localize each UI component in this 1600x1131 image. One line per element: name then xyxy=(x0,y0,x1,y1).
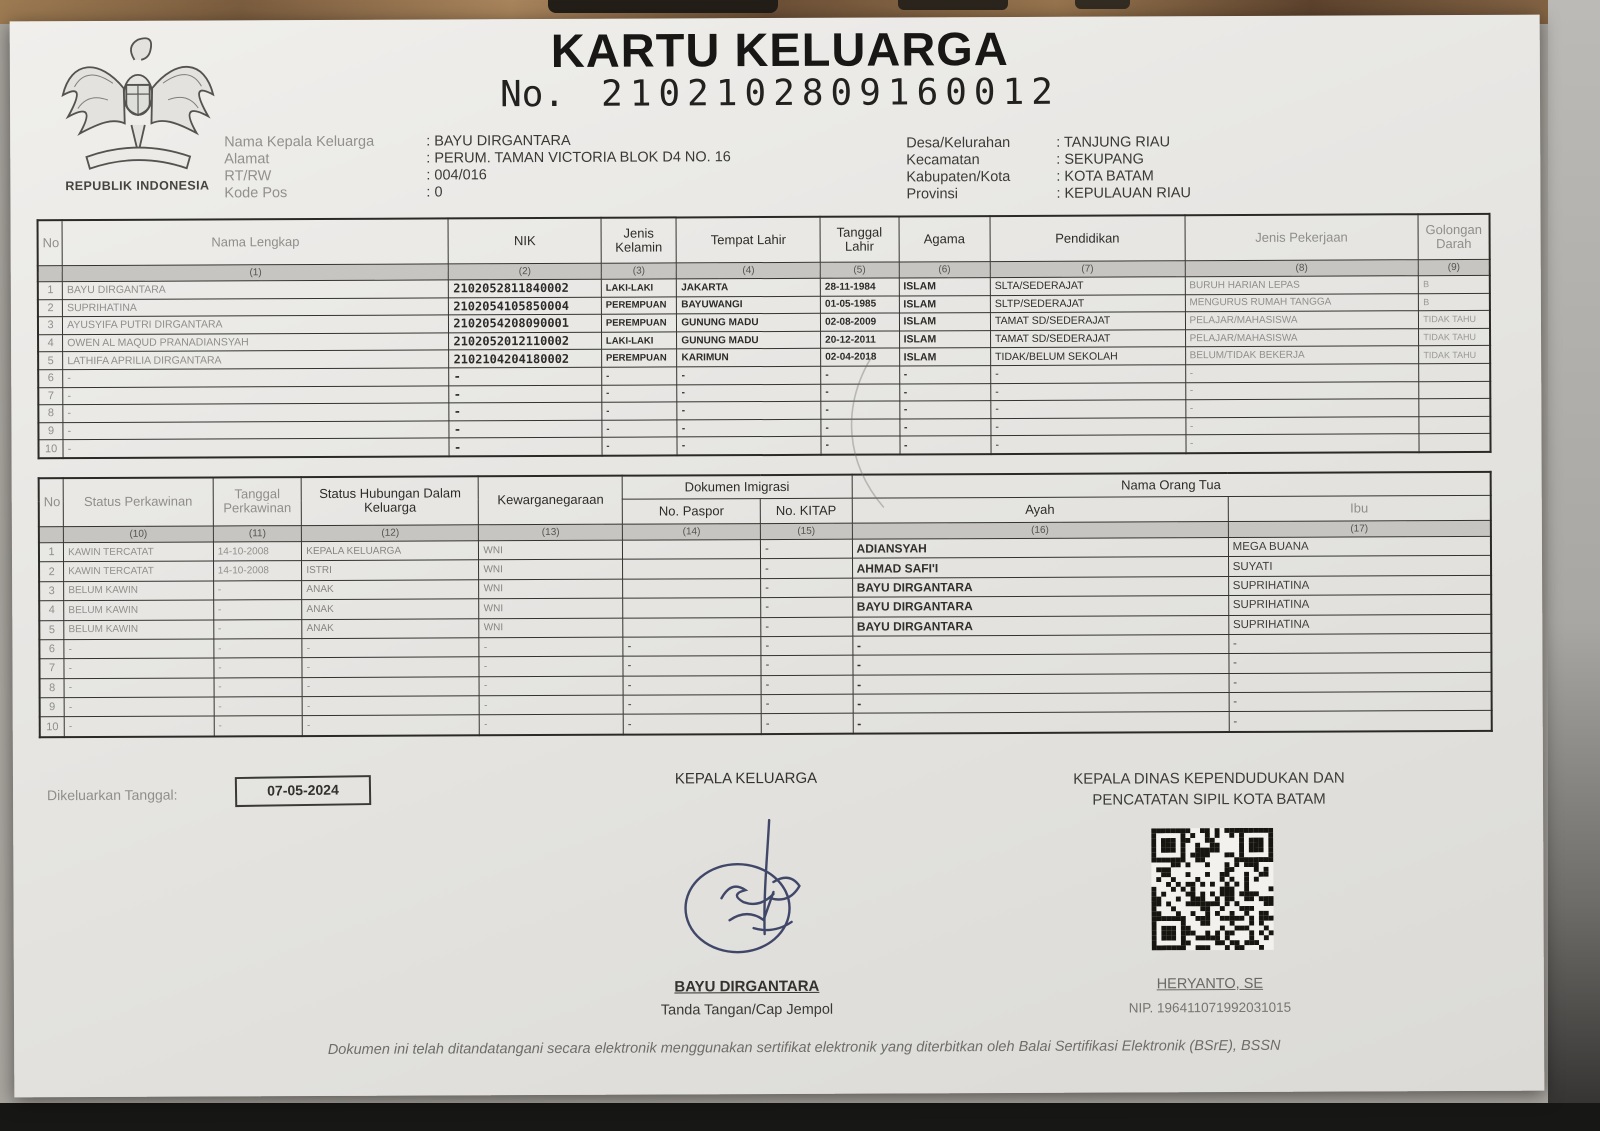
col-tanggal-lahir: Tanggal Lahir xyxy=(820,216,899,262)
table-cell: 3 xyxy=(39,581,64,600)
table-cell xyxy=(1419,363,1490,381)
table-cell: PEREMPUAN xyxy=(601,297,677,315)
issued-date-box: 07-05-2024 xyxy=(235,775,371,807)
table-cell: - xyxy=(64,716,214,737)
table-cell: - xyxy=(761,559,853,579)
table-cell: 2102104204180002 xyxy=(449,350,602,368)
table-cell: PEREMPUAN xyxy=(601,314,677,332)
garuda-emblem-icon xyxy=(54,34,223,177)
table-cell: KAWIN TERCATAT xyxy=(64,561,214,581)
table-cell: SUPRIHATINA xyxy=(1228,594,1491,615)
table-cell: - xyxy=(64,658,214,678)
table-cell: - xyxy=(761,636,853,656)
table-cell: BAYU DIRGANTARA xyxy=(852,615,1228,636)
col-number: (5) xyxy=(820,262,898,278)
table-cell: 2102052811840002 xyxy=(449,279,602,297)
field-value: : KOTA BATAM xyxy=(1056,168,1154,185)
col-number: (2) xyxy=(449,263,602,280)
table-cell: BELUM KAWIN xyxy=(64,600,214,620)
table-cell: - xyxy=(1185,416,1419,435)
table-cell: 02-04-2018 xyxy=(821,348,899,366)
table-cell xyxy=(1419,399,1490,417)
col-status-hubungan: Status Hubungan Dalam Keluarga xyxy=(301,476,478,525)
table-cell: 9 xyxy=(38,422,63,440)
table-cell: TIDAK TAHU xyxy=(1419,328,1490,346)
table-cell: - xyxy=(761,714,853,734)
col-number: (7) xyxy=(990,261,1185,278)
table-cell: - xyxy=(821,419,899,437)
col-number: (17) xyxy=(1228,520,1491,537)
table-cell: SUPRIHATINA xyxy=(1228,614,1491,635)
table-cell: - xyxy=(63,385,449,404)
table-cell: - xyxy=(677,437,821,456)
table-cell: ADIANSYAH xyxy=(852,537,1228,558)
table-cell: MENGURUS RUMAH TANGGA xyxy=(1185,293,1419,312)
col-pendidikan: Pendidikan xyxy=(990,215,1185,261)
table-cell: - xyxy=(449,402,602,420)
table-cell: ISTRI xyxy=(302,560,479,580)
table-cell xyxy=(1419,434,1490,452)
table-cell: 8 xyxy=(40,678,65,697)
table-cell: - xyxy=(302,638,479,658)
table-cell: BURUH HARIAN LEPAS xyxy=(1185,276,1419,295)
col-no: No xyxy=(39,478,64,527)
table-cell: - xyxy=(1229,691,1492,712)
table-cell: - xyxy=(991,417,1186,435)
table-cell xyxy=(623,617,761,637)
table-cell: - xyxy=(761,694,853,714)
col-number: (16) xyxy=(852,521,1228,539)
table-cell: SLTP/SEDERAJAT xyxy=(990,294,1185,312)
table-cell: - xyxy=(821,401,899,419)
table-cell: - xyxy=(1228,633,1491,654)
table-cell: - xyxy=(761,617,853,637)
table-cell: MEGA BUANA xyxy=(1228,536,1491,557)
table-cell: 20-12-2011 xyxy=(821,331,899,349)
table-cell: 01-05-1985 xyxy=(820,296,898,314)
table-cell: - xyxy=(213,600,302,620)
emblem-caption: REPUBLIK INDONESIA xyxy=(65,178,210,194)
table-cell: BAYU DIRGANTARA xyxy=(62,280,448,299)
table-cell: - xyxy=(213,619,302,639)
photo-edge-shadow xyxy=(1548,0,1600,1131)
table-cell: - xyxy=(761,597,853,617)
table-cell: - xyxy=(602,402,678,420)
table-cell: - xyxy=(853,712,1229,734)
table-cell: 10 xyxy=(40,717,65,737)
field-label: Alamat xyxy=(224,151,270,168)
table-cell: ISLAM xyxy=(899,295,991,313)
family-members-table xyxy=(37,213,1492,459)
col-jenis-kelamin: Jenis Kelamin xyxy=(601,217,677,263)
table-cell: 3 xyxy=(38,317,63,335)
table-cell xyxy=(1419,381,1490,399)
table-cell: WNI xyxy=(479,618,623,638)
table-cell: - xyxy=(623,656,761,676)
table-cell: - xyxy=(623,636,761,656)
col-number: (15) xyxy=(760,523,852,539)
table-cell: - xyxy=(63,421,449,440)
table-cell: B xyxy=(1419,293,1490,311)
col-number: (12) xyxy=(302,525,479,542)
table-cell: SUPRIHATINA xyxy=(63,298,449,317)
col-number: (10) xyxy=(64,526,214,543)
col-golongan-darah: Golongan Darah xyxy=(1418,214,1489,260)
background-object xyxy=(898,0,1008,10)
table-cell: TIDAK TAHU xyxy=(1419,346,1490,364)
table-cell: ANAK xyxy=(302,618,479,638)
table-cell: - xyxy=(1185,364,1419,383)
table-cell: - xyxy=(63,403,449,422)
table-cell: - xyxy=(479,637,623,657)
table-cell: GUNUNG MADU xyxy=(677,313,821,331)
table-cell: - xyxy=(761,578,853,598)
col-nik: NIK xyxy=(448,218,601,264)
col-number: (8) xyxy=(1185,260,1419,277)
table-cell: 28-11-1984 xyxy=(820,278,898,296)
col-ayah: Ayah xyxy=(852,496,1228,523)
table-cell: - xyxy=(449,367,602,385)
col-ibu: Ibu xyxy=(1228,495,1491,521)
table-cell: - xyxy=(302,715,479,736)
table-cell: - xyxy=(63,438,449,458)
col-no: No xyxy=(38,220,63,266)
table-cell xyxy=(1419,416,1490,434)
table-cell: 7 xyxy=(39,659,64,678)
table-cell: - xyxy=(214,697,303,717)
region-info xyxy=(906,134,1191,203)
table-cell: - xyxy=(991,365,1186,383)
col-group-nama-orang-tua: Nama Orang Tua xyxy=(852,472,1491,498)
issued-date-label: Dikeluarkan Tanggal: xyxy=(47,786,178,804)
table-cell xyxy=(623,559,761,579)
table-cell: PEREMPUAN xyxy=(601,349,677,367)
table-cell: - xyxy=(449,385,602,403)
table-cell: - xyxy=(1185,399,1419,418)
table-cell: ISLAM xyxy=(899,348,991,366)
table-cell: LAKI-LAKI xyxy=(601,332,677,350)
col-no-paspor: No. Paspor xyxy=(622,499,760,525)
table-cell: - xyxy=(63,368,449,387)
table-cell: B xyxy=(1419,275,1490,293)
table-cell: - xyxy=(761,539,853,559)
table-cell: - xyxy=(302,696,479,716)
field-value: : KEPULAUAN RIAU xyxy=(1056,185,1192,202)
table-cell xyxy=(623,598,761,618)
table-cell: - xyxy=(853,693,1229,714)
table-cell: - xyxy=(302,657,479,677)
document-number-line xyxy=(340,71,1220,116)
table-cell: - xyxy=(852,634,1228,655)
col-tempat-lahir: Tempat Lahir xyxy=(676,217,820,263)
table-cell: - xyxy=(677,419,821,437)
table-cell: - xyxy=(852,654,1228,675)
table-cell: - xyxy=(1229,653,1492,674)
table-cell: 2102054105850004 xyxy=(449,297,602,315)
table-cell: BAYUWANGI xyxy=(677,296,821,314)
field-value: : 004/016 xyxy=(426,167,487,184)
table-cell: - xyxy=(761,655,853,675)
table-cell: - xyxy=(214,658,303,678)
table-cell: 10 xyxy=(38,440,63,458)
signer-left-caption: Tanda Tangan/Cap Jempol xyxy=(660,1001,834,1019)
kartu-keluarga-card xyxy=(10,15,1545,1098)
col-jenis-pekerjaan: Jenis Pekerjaan xyxy=(1185,214,1419,261)
signer-left-name: BAYU DIRGANTARA xyxy=(674,977,820,996)
col-number: (13) xyxy=(479,524,623,541)
table-cell: 2 xyxy=(38,299,63,317)
table-cell: 2102052012110002 xyxy=(449,332,602,350)
table-cell: - xyxy=(1185,381,1419,400)
disclaimer-text: Dokumen ini telah ditandatangani secara elektronik menggunakan sertifikat elektronik yang diterbitkan oleh Balai Sertifikasi Elektronik (BSrE), BSSN xyxy=(327,1037,1281,1058)
table-cell: KARIMUN xyxy=(677,349,821,367)
table-cell: - xyxy=(64,697,214,717)
table-cell: - xyxy=(302,676,479,696)
table-cell: - xyxy=(214,716,303,736)
table-cell: - xyxy=(602,437,678,455)
col-no-kitap: No. KITAP xyxy=(760,498,852,523)
background-object xyxy=(548,0,778,13)
table-cell: - xyxy=(213,580,302,600)
background-object xyxy=(1075,0,1130,9)
field-value: : SEKUPANG xyxy=(1056,151,1144,168)
table-cell: ISLAM xyxy=(899,330,991,348)
table-cell: ANAK xyxy=(302,580,479,600)
signer-right-title: KEPALA DINAS KEPENDUDUKAN DAN PENCATATAN SIPIL KOTA BATAM xyxy=(1073,769,1345,809)
title-block xyxy=(340,20,1220,116)
signer-right-name: HERYANTO, SE xyxy=(1156,975,1264,993)
table-cell: - xyxy=(449,438,602,457)
table-cell: AYUSYIFA PUTRI DIRGANTARA xyxy=(63,315,449,334)
table-cell: TIDAK/BELUM SEKOLAH xyxy=(991,347,1186,365)
card-header xyxy=(10,15,1541,203)
col-number: (9) xyxy=(1419,259,1490,275)
document-number: 2102102809160012 xyxy=(601,71,1060,115)
table-cell: 02-08-2009 xyxy=(821,313,899,331)
table-cell: - xyxy=(449,420,602,438)
col-number: (6) xyxy=(899,262,991,278)
table-cell: 5 xyxy=(39,620,64,639)
table-cell: AHMAD SAFI'I xyxy=(852,557,1228,578)
table-cell: ANAK xyxy=(302,599,479,619)
col-number: (3) xyxy=(601,263,677,279)
col-number: (1) xyxy=(62,264,448,282)
col-number: (11) xyxy=(213,526,302,542)
table-cell: - xyxy=(214,638,303,658)
table-cell: GUNUNG MADU xyxy=(677,331,821,349)
table-cell: - xyxy=(677,384,821,402)
table-cell xyxy=(623,578,761,598)
table-cell: 14-10-2008 xyxy=(213,542,302,562)
table-cell: SLTA/SEDERAJAT xyxy=(990,277,1185,295)
table-cell: - xyxy=(821,384,899,402)
table-cell: - xyxy=(1229,672,1492,693)
col-status-perkawinan: Status Perkawinan xyxy=(63,477,213,526)
table-cell: 9 xyxy=(40,698,65,717)
table-cell: 8 xyxy=(38,405,63,423)
table-cell: - xyxy=(623,714,761,734)
table-cell: WNI xyxy=(479,598,623,618)
col-group-dokumen-imigrasi: Dokumen Imigrasi xyxy=(622,475,852,500)
field-label: Kode Pos xyxy=(224,185,288,202)
table-cell: TAMAT SD/SEDERAJAT xyxy=(990,329,1185,347)
table-cell: - xyxy=(899,418,991,436)
table-cell: BELUM KAWIN xyxy=(64,619,214,639)
marital-parents-table xyxy=(38,471,1493,738)
table-cell: 1 xyxy=(39,543,64,562)
col-tanggal-perkawinan: Tanggal Perkawinan xyxy=(213,477,302,526)
signer-left-title: KEPALA KELUARGA xyxy=(674,769,818,788)
table-cell: - xyxy=(623,675,761,695)
field-label: RT/RW xyxy=(224,168,272,185)
document-title: KARTU KELUARGA xyxy=(550,21,1009,77)
field-label: Desa/Kelurahan xyxy=(906,134,1011,152)
field-label: Kecamatan xyxy=(906,152,980,169)
paper-crease xyxy=(811,347,932,518)
field-value: : PERUM. TAMAN VICTORIA BLOK D4 NO. 16 xyxy=(426,149,731,167)
signer-right-nip: NIP. 196411071992031015 xyxy=(1128,999,1292,1016)
field-label: Kabupaten/Kota xyxy=(906,168,1011,186)
field-value: : 0 xyxy=(426,184,443,201)
table-cell: - xyxy=(899,383,991,401)
table-cell: WNI xyxy=(479,560,623,580)
field-label: Nama Kepala Keluarga xyxy=(224,133,375,151)
table-cell: - xyxy=(64,639,214,659)
table-cell: - xyxy=(480,695,624,715)
table-cell: - xyxy=(899,436,991,454)
table-cell: 4 xyxy=(38,334,63,352)
table-cell: 6 xyxy=(38,370,63,388)
table-cell: BELUM/TIDAK BEKERJA xyxy=(1185,346,1419,365)
qr-code xyxy=(1151,828,1274,951)
table-cell: - xyxy=(991,400,1186,418)
table-cell: - xyxy=(479,676,623,696)
table-cell: ISLAM xyxy=(899,278,991,296)
table-cell: TIDAK TAHU xyxy=(1419,311,1490,329)
col-number: (4) xyxy=(677,262,821,279)
table-cell: LATHIFA APRILIA DIRGANTARA xyxy=(63,350,449,369)
table-cell: 6 xyxy=(39,640,64,659)
table-cell: BAYU DIRGANTARA xyxy=(852,596,1228,617)
table-cell: 4 xyxy=(39,601,64,620)
table-cell: - xyxy=(821,366,899,384)
col-number xyxy=(38,266,63,282)
field-value: : TANJUNG RIAU xyxy=(1056,134,1171,151)
table-cell: - xyxy=(899,366,991,384)
table-cell: - xyxy=(991,435,1186,454)
col-agama: Agama xyxy=(899,216,991,262)
table-cell: WNI xyxy=(479,540,623,560)
table-cell: BAYU DIRGANTARA xyxy=(852,576,1228,597)
table-cell xyxy=(623,540,761,560)
table-cell: - xyxy=(821,436,899,454)
table-cell: - xyxy=(1229,711,1492,732)
document-number-label: No. xyxy=(499,73,566,116)
table-cell: - xyxy=(761,675,853,695)
table-cell: JAKARTA xyxy=(677,278,821,296)
table-cell: 7 xyxy=(38,387,63,405)
field-label: Provinsi xyxy=(906,186,959,203)
table-cell: 1 xyxy=(38,282,63,300)
table-cell: 2 xyxy=(39,562,64,581)
photo-edge-shadow xyxy=(0,1103,1600,1131)
table-cell: - xyxy=(991,382,1186,400)
table-cell: BELUM KAWIN xyxy=(64,581,214,601)
table-cell: KEPALA KELUARGA xyxy=(302,541,479,561)
field-value: : BAYU DIRGANTARA xyxy=(426,132,571,150)
table-cell: - xyxy=(899,401,991,419)
table-cell: - xyxy=(853,673,1229,694)
table-cell: 2102054208090001 xyxy=(449,314,602,332)
table-cell: - xyxy=(64,678,214,698)
table-cell: LAKI-LAKI xyxy=(601,279,677,297)
table-cell: - xyxy=(677,366,821,384)
signature-scribble xyxy=(665,816,846,975)
table-cell: - xyxy=(602,384,678,402)
col-number: (14) xyxy=(623,524,761,541)
table-cell: - xyxy=(214,677,303,697)
col-nama-lengkap: Nama Lengkap xyxy=(62,218,448,265)
head-of-family-info xyxy=(224,132,731,202)
table-cell: SUPRIHATINA xyxy=(1228,575,1491,596)
table-cell: ISLAM xyxy=(899,313,991,331)
table-cell: 14-10-2008 xyxy=(213,561,302,581)
table-cell: 5 xyxy=(38,352,63,370)
table-cell: - xyxy=(677,401,821,419)
table-cell: SUYATI xyxy=(1228,556,1491,577)
table-cell: PELAJAR/MAHASISWA xyxy=(1185,311,1419,330)
table-cell: WNI xyxy=(479,579,623,599)
col-kewarganegaraan: Kewarganegaraan xyxy=(479,476,623,525)
table-cell: TAMAT SD/SEDERAJAT xyxy=(990,312,1185,330)
col-number xyxy=(39,527,64,543)
table-cell: - xyxy=(602,420,678,438)
table-cell: - xyxy=(602,367,678,385)
table-cell: - xyxy=(623,695,761,715)
table-cell: KAWIN TERCATAT xyxy=(64,542,214,562)
table-cell: PELAJAR/MAHASISWA xyxy=(1185,328,1419,347)
table-cell: - xyxy=(1186,434,1420,453)
table-cell: OWEN AL MAQUD PRANADIANSYAH xyxy=(63,333,449,352)
table-cell: - xyxy=(479,656,623,676)
table-cell: - xyxy=(480,715,624,736)
